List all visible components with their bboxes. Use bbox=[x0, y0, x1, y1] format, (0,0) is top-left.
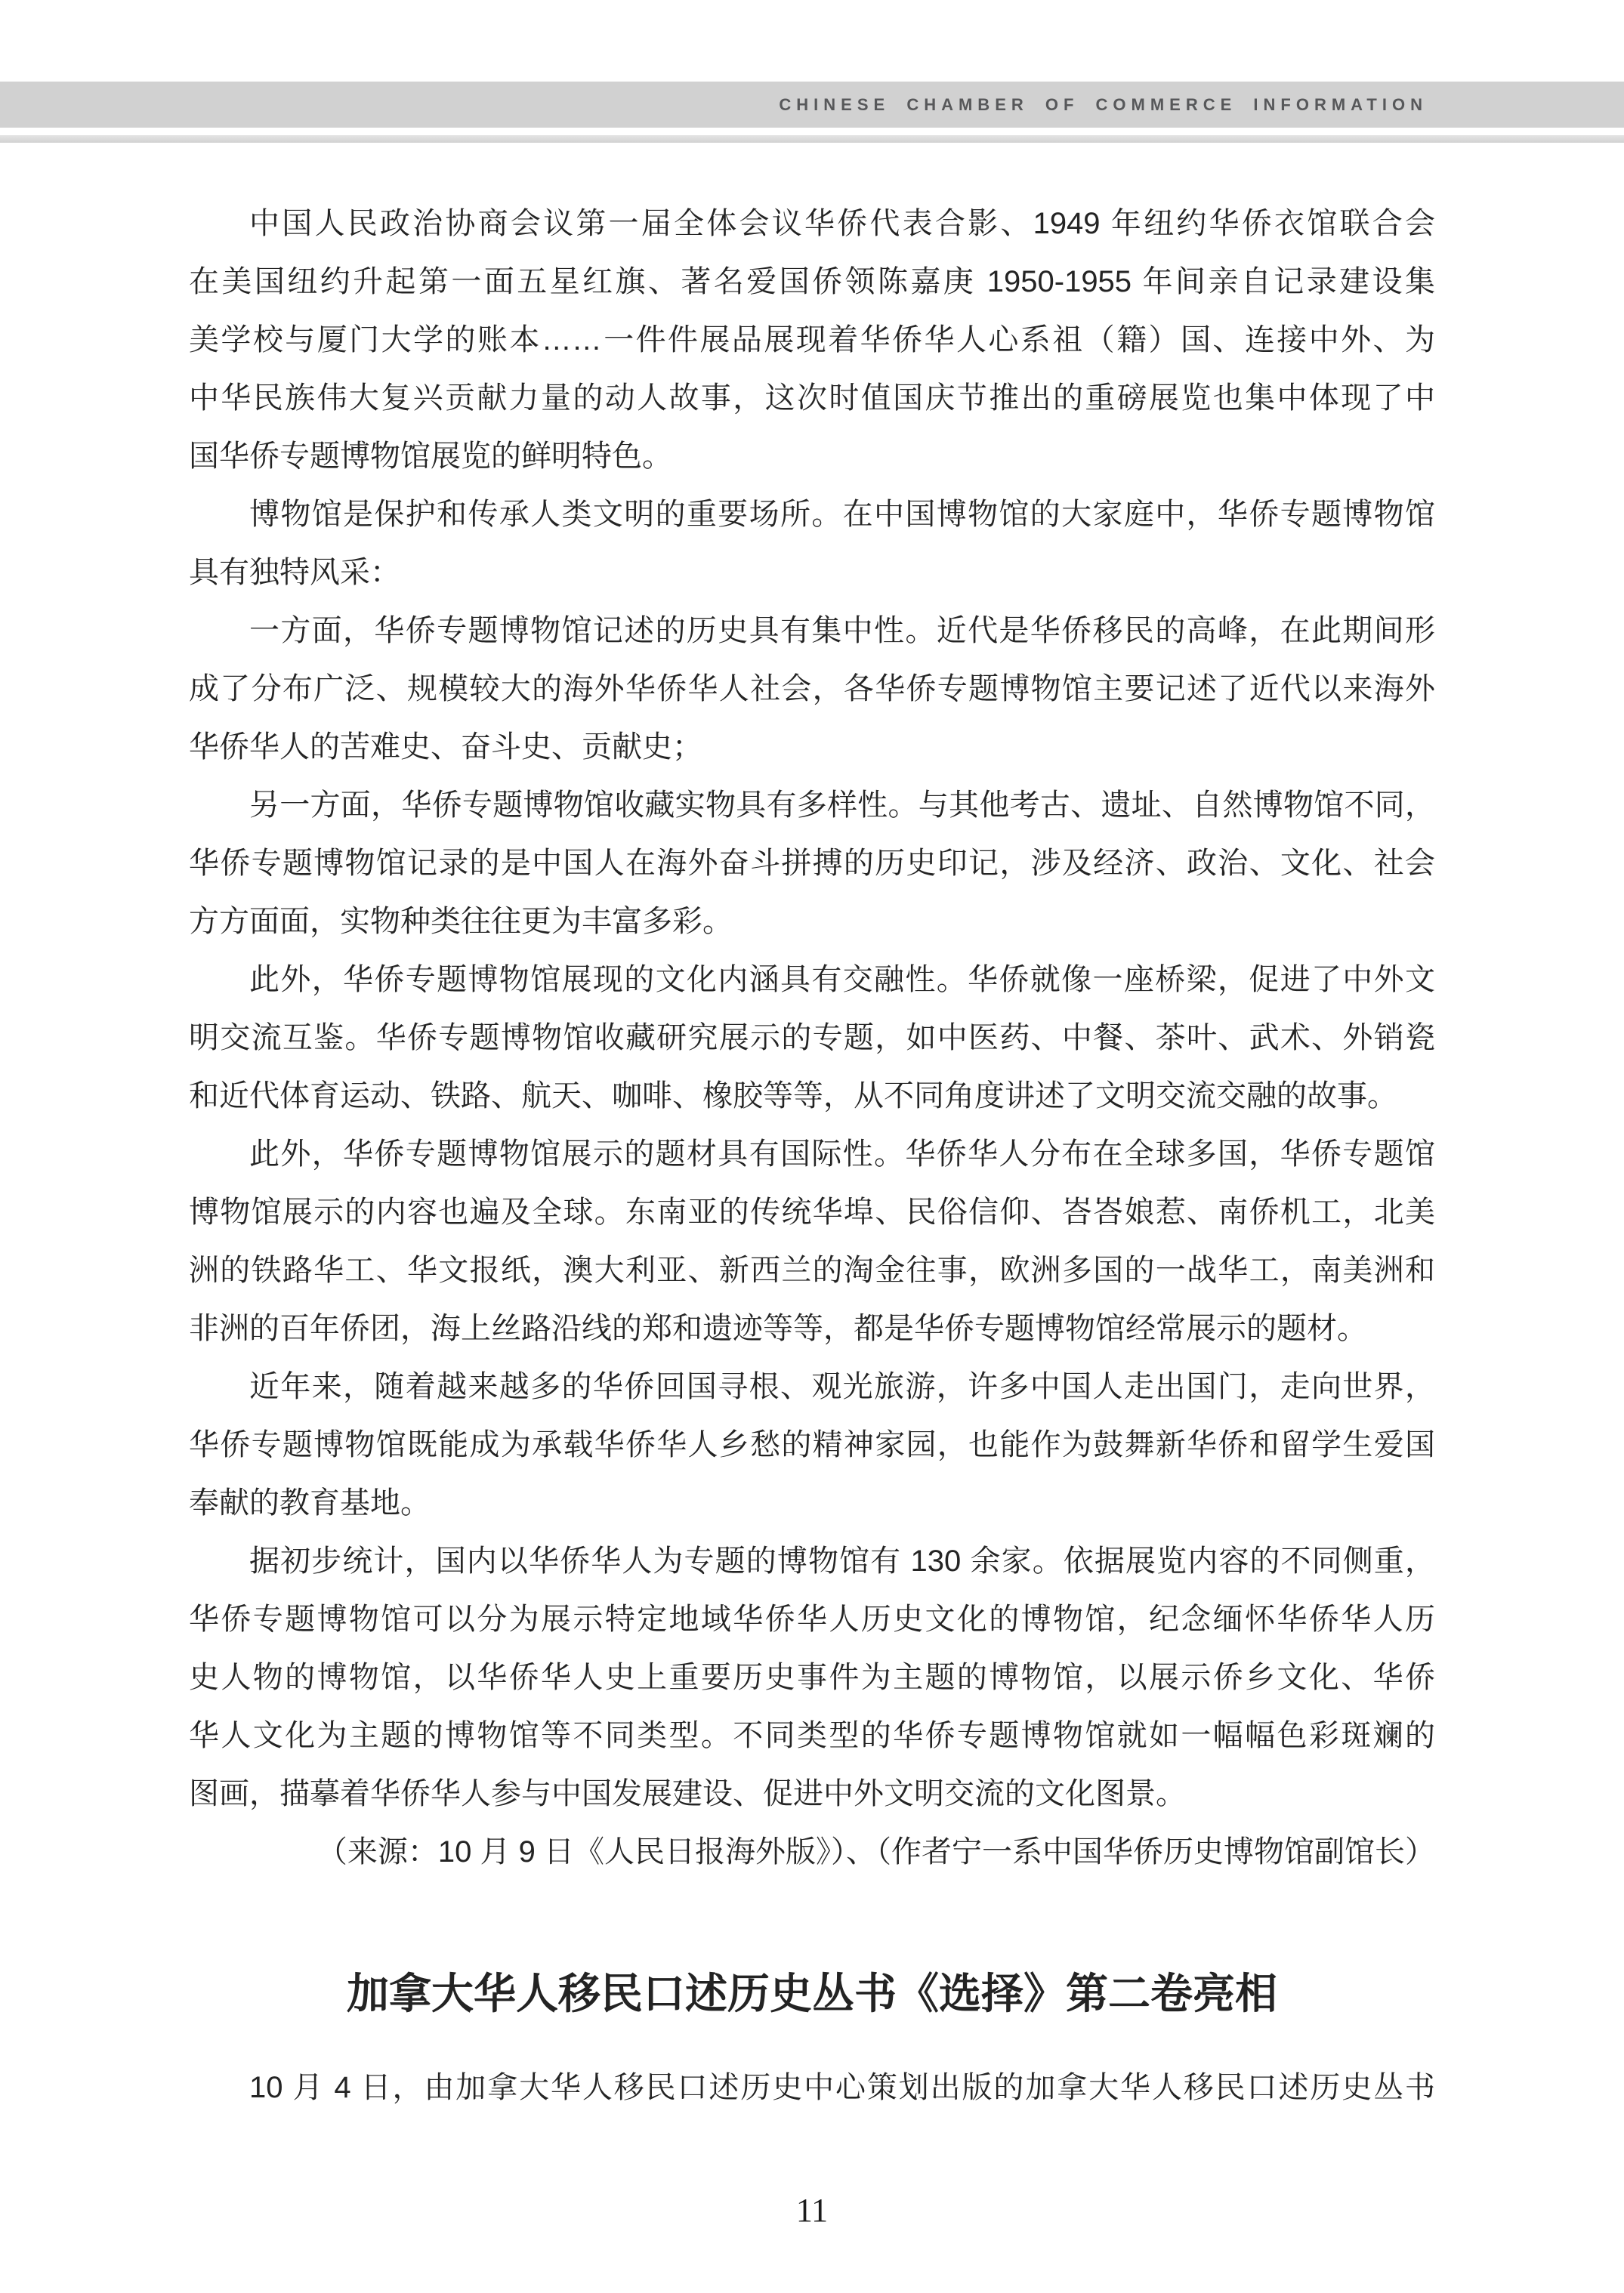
header-banner-text: CHINESE CHAMBER OF COMMERCE INFORMATION bbox=[779, 94, 1428, 114]
text-line: （来源：10 月 9 日《人民日报海外版》）、（作者宁一系中国华侨历史博物馆副馆长） bbox=[316, 1835, 1435, 1869]
article-body bbox=[189, 195, 1435, 1881]
text-line: 华侨华人的苦难史、奋斗史、贡献史； bbox=[189, 730, 702, 764]
text-line: 美学校与厦门大学的账本……一件件展品展现着华侨华人心系祖（籍）国、连接中外、为 bbox=[189, 323, 1435, 356]
section-heading: 加拿大华人移民口述历史丛书《选择》第二卷亮相 bbox=[347, 1970, 1277, 2017]
article2-body bbox=[189, 2059, 1435, 2117]
text-line: 华侨专题博物馆记录的是中国人在海外奋斗拼搏的历史印记，涉及经济、政治、文化、社会 bbox=[189, 847, 1435, 880]
text-line: 方方面面，实物种类往往更为丰富多彩。 bbox=[189, 905, 733, 938]
text-line: 成了分布广泛、规模较大的海外华侨华人社会，各华侨专题博物馆主要记述了近代以来海外 bbox=[189, 672, 1435, 705]
text-line: 另一方面，华侨专题博物馆收藏实物具有多样性。与其他考古、遗址、自然博物馆不同， bbox=[249, 789, 1435, 822]
text-line: 此外，华侨专题博物馆展现的文化内涵具有交融性。华侨就像一座桥梁，促进了中外文 bbox=[249, 963, 1435, 996]
text-line: 奉献的教育基地。 bbox=[189, 1486, 431, 1520]
text-line: 中国人民政治协商会议第一届全体会议华侨代表合影、1949 年纽约华侨衣馆联合会 bbox=[249, 207, 1435, 240]
header-banner bbox=[0, 82, 1624, 128]
page-number: 11 bbox=[795, 2192, 829, 2229]
header-rule bbox=[0, 135, 1624, 143]
text-line: 10 月 4 日，由加拿大华人移民口述历史中心策划出版的加拿大华人移民口述历史丛书 bbox=[249, 2071, 1435, 2104]
text-line: 史人物的博物馆，以华侨华人史上重要历史事件为主题的博物馆，以展示侨乡文化、华侨 bbox=[189, 1661, 1435, 1694]
text-line: 具有独特风采： bbox=[189, 556, 400, 589]
text-line: 国华侨专题博物馆展览的鲜明特色。 bbox=[189, 440, 672, 473]
text-line: 近年来，随着越来越多的华侨回国寻根、观光旅游，许多中国人走出国门，走向世界， bbox=[249, 1370, 1435, 1403]
text-line: 华侨专题博物馆既能成为承载华侨华人乡愁的精神家园，也能作为鼓舞新华侨和留学生爱国 bbox=[189, 1428, 1435, 1461]
text-line: 图画，描摹着华侨华人参与中国发展建设、促进中外文明交流的文化图景。 bbox=[189, 1777, 1186, 1810]
text-line: 明交流互鉴。华侨专题博物馆收藏研究展示的专题，如中医药、中餐、茶叶、武术、外销瓷 bbox=[189, 1021, 1435, 1054]
text-line: 在美国纽约升起第一面五星红旗、著名爱国侨领陈嘉庚 1950-1955 年间亲自记录建设集 bbox=[189, 265, 1435, 298]
text-line: 博物馆是保护和传承人类文明的重要场所。在中国博物馆的大家庭中，华侨专题博物馆 bbox=[249, 498, 1435, 531]
text-line: 华侨专题博物馆可以分为展示特定地域华侨华人历史文化的博物馆，纪念缅怀华侨华人历 bbox=[189, 1603, 1435, 1636]
text-line: 据初步统计，国内以华侨华人为专题的博物馆有 130 余家。依据展览内容的不同侧重， bbox=[249, 1545, 1435, 1578]
text-line: 一方面，华侨专题博物馆记述的历史具有集中性。近代是华侨移民的高峰，在此期间形 bbox=[249, 614, 1435, 647]
text-line: 此外，华侨专题博物馆展示的题材具有国际性。华侨华人分布在全球多国，华侨专题馆 bbox=[249, 1137, 1435, 1171]
text-line: 中华民族伟大复兴贡献力量的动人故事，这次时值国庆节推出的重磅展览也集中体现了中 bbox=[189, 381, 1435, 415]
text-line: 华人文化为主题的博物馆等不同类型。不同类型的华侨专题博物馆就如一幅幅色彩斑斓的 bbox=[189, 1719, 1435, 1752]
text-line: 博物馆展示的内容也遍及全球。东南亚的传统华埠、民俗信仰、峇峇娘惹、南侨机工，北美 bbox=[189, 1196, 1435, 1229]
text-line: 洲的铁路华工、华文报纸，澳大利亚、新西兰的淘金往事，欧洲多国的一战华工，南美洲和 bbox=[189, 1254, 1435, 1287]
text-line: 和近代体育运动、铁路、航天、咖啡、橡胶等等，从不同角度讲述了文明交流交融的故事。 bbox=[189, 1079, 1397, 1113]
text-line: 非洲的百年侨团，海上丝路沿线的郑和遗迹等等，都是华侨专题博物馆经常展示的题材。 bbox=[189, 1312, 1367, 1345]
